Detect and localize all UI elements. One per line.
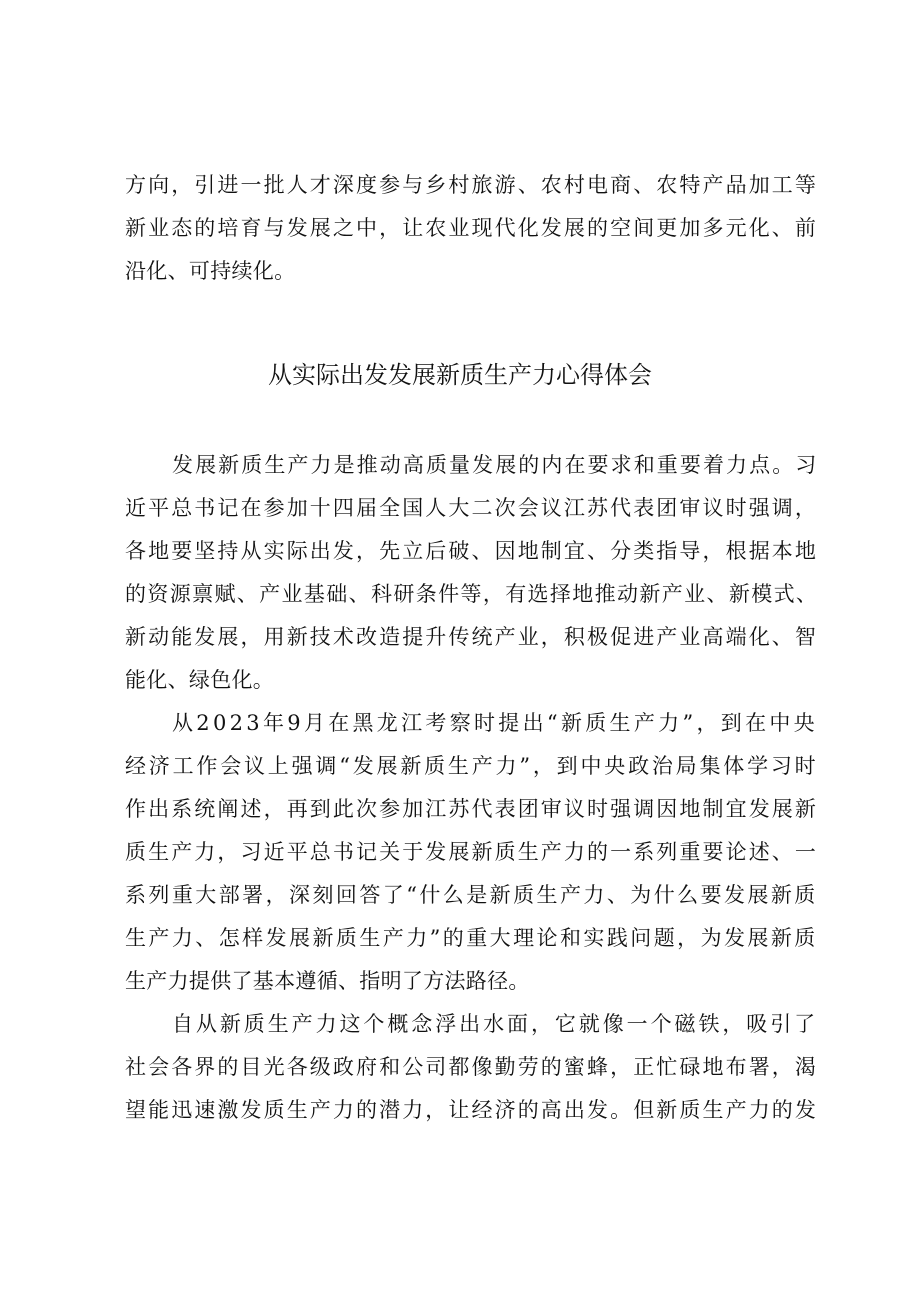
paragraph1-line-1: 发展新质生产力是推动高质量发展的内在要求和重要着力点。习 xyxy=(172,453,819,477)
paragraph1-line-6: 能化、绿色化。 xyxy=(125,668,275,692)
intro-line-3: 沿化、可持续化。 xyxy=(125,259,296,283)
document-title: 从实际出发发展新质生产力心得体会 xyxy=(268,361,652,389)
paragraph2-line-4: 质生产力，习近平总书记关于发展新质生产力的一系列重要论述、一 xyxy=(125,840,818,864)
paragraph1-line-5: 新动能发展，用新技术改造提升传统产业，积极促进产业高端化、智 xyxy=(125,625,818,649)
paragraph2-line-7: 生产力提供了基本遵循、指明了方法路径。 xyxy=(125,969,530,993)
paragraph1-line-4: 的资源禀赋、产业基础、科研条件等，有选择地推动新产业、新模式、 xyxy=(125,582,819,606)
paragraph1-line-2: 近平总书记在参加十四届全国人大二次会议江苏代表团审议时强调， xyxy=(125,496,818,520)
paragraph1-line-3: 各地要坚持从实际出发，先立后破、因地制宜、分类指导，根据本地 xyxy=(125,539,818,563)
paragraph2-line-3: 作出系统阐述，再到此次参加江苏代表团审议时强调因地制宜发展新 xyxy=(125,797,818,821)
paragraph2-line-6: 生产力、怎样发展新质生产力”的重大理论和实践问题，为发展新质 xyxy=(125,926,818,950)
paragraph2-line-1: 从2023年9月在黑龙江考察时提出“新质生产力”，到在中央 xyxy=(172,711,818,735)
paragraph2-line-2: 经济工作会议上强调“发展新质生产力”，到中央政治局集体学习时 xyxy=(125,754,819,778)
intro-line-1: 方向，引进一批人才深度参与乡村旅游、农村电商、农特产品加工等 xyxy=(125,173,818,197)
paragraph2-line-5: 系列重大部署，深刻回答了“什么是新质生产力、为什么要发展新质 xyxy=(125,883,818,907)
paragraph3-line-2: 社会各界的目光各级政府和公司都像勤劳的蜜蜂，正忙碌地布署，渴 xyxy=(125,1055,818,1079)
paragraph3-line-3: 望能迅速激发质生产力的潜力，让经济的高出发。但新质生产力的发 xyxy=(125,1098,818,1122)
paragraph3-line-1: 自从新质生产力这个概念浮出水面，它就像一个磁铁，吸引了 xyxy=(172,1012,819,1036)
intro-line-2: 新业态的培育与发展之中，让农业现代化发展的空间更加多元化、前 xyxy=(125,216,818,240)
